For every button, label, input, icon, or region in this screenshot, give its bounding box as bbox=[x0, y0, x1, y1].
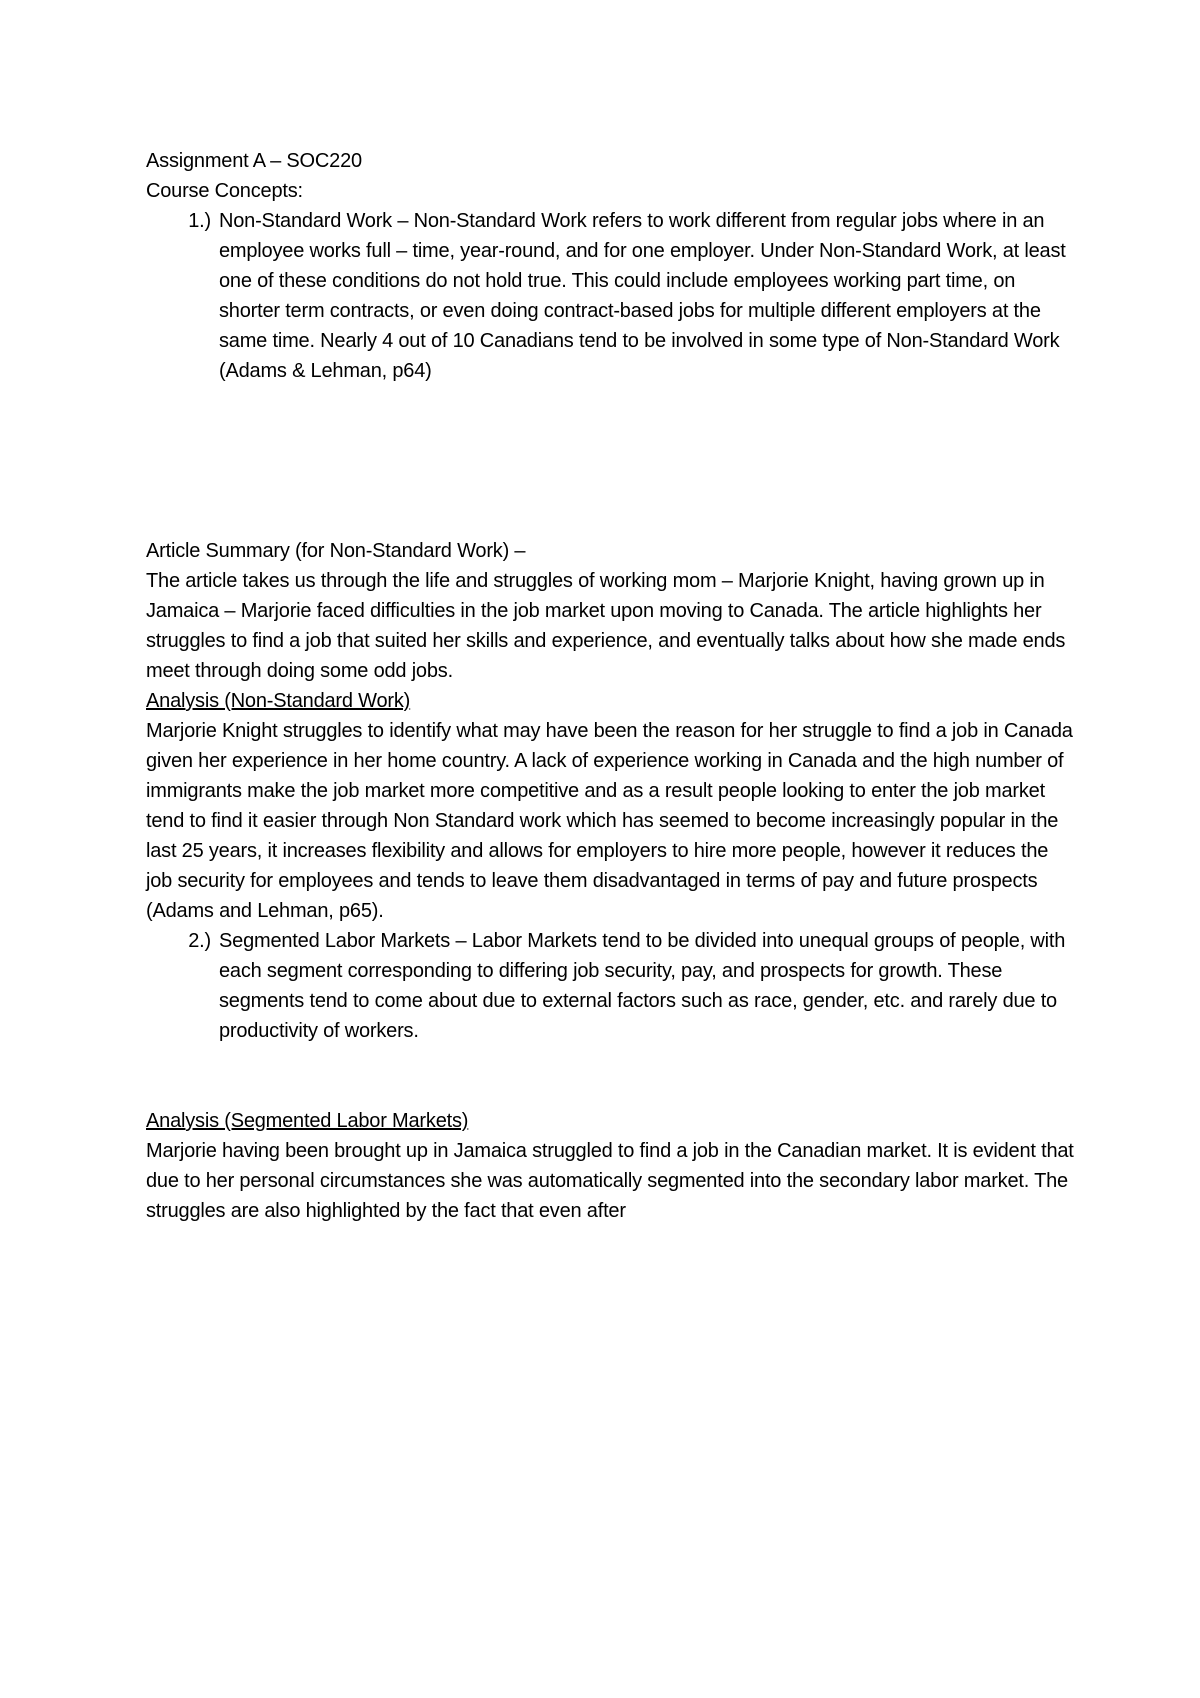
list-number: 1.) bbox=[188, 210, 211, 232]
concept-text: Non-Standard Work – Non-Standard Work refers to work different from regular jobs where in an employee works full – time, year-round, and for one employer. Under Non-Standard Work, at least one of these conditions do not hold true. This could include employees working part time, on shorter term contracts, or even doing contract-based jobs for multiple different employers at the same time. Nearly 4 out of 10 Canadians tend to be involved in some type of Non-Standard Work bbox=[219, 210, 1066, 352]
analysis-paragraph-segmented-labor-markets: Marjorie having been brought up in Jamaica struggled to find a job in the Canadian market. It is evident that due to her personal circumstances she was automatically segmented into the secondary labor market. The struggles are also highlighted by the fact that even after bbox=[146, 1140, 1074, 1222]
article-summary-heading: Article Summary (for Non-Standard Work) – bbox=[146, 540, 526, 562]
citation: (Adams & Lehman, p64) bbox=[219, 360, 432, 382]
analysis-heading-segmented-labor-markets: Analysis (Segmented Labor Markets) bbox=[146, 1110, 469, 1132]
analysis-heading-non-standard-work: Analysis (Non-Standard Work) bbox=[146, 690, 411, 712]
concept-definition-non-standard-work bbox=[219, 206, 1076, 386]
concept-definition-segmented-labor-markets bbox=[219, 926, 1076, 1046]
course-concepts-heading: Course Concepts: bbox=[146, 180, 303, 202]
list-number: 2.) bbox=[188, 930, 211, 952]
analysis-paragraph-non-standard-work: Marjorie Knight struggles to identify what may have been the reason for her struggle to find a job in Canada given her experience in her home country. A lack of experience working in Canada and the high number of immigrants make the job market more competitive and as a result people looking to enter the job market tend to find it easier through Non Standard work which has seemed to become increasingly popular in the last 25 years, it increases flexibility and allows for employers to hire more people, however it reduces the job security for employees and tends to leave them disadvantaged in terms of pay and future prospects (Adams and Lehman, p65). bbox=[146, 720, 1073, 922]
document-body bbox=[146, 146, 1076, 1226]
concept-list-item-2 bbox=[146, 926, 1076, 1046]
document-title: Assignment A – SOC220 bbox=[146, 150, 362, 172]
concept-list-item-1 bbox=[146, 206, 1076, 386]
article-summary-paragraph: The article takes us through the life and struggles of working mom – Marjorie Knight, having grown up in Jamaica – Marjorie faced difficulties in the job market upon moving to Canada. The article highlights her struggles to find a job that suited her skills and experience, and eventually talks about how she made ends meet through doing some odd jobs. bbox=[146, 570, 1066, 682]
concept-text: Segmented Labor Markets – Labor Markets tend to be divided into unequal groups of people, with each segment corresponding to differing job security, pay, and prospects for growth. These segments tend to come about due to external factors such as race, gender, etc. and rarely due to productivity of workers. bbox=[219, 930, 1066, 1042]
